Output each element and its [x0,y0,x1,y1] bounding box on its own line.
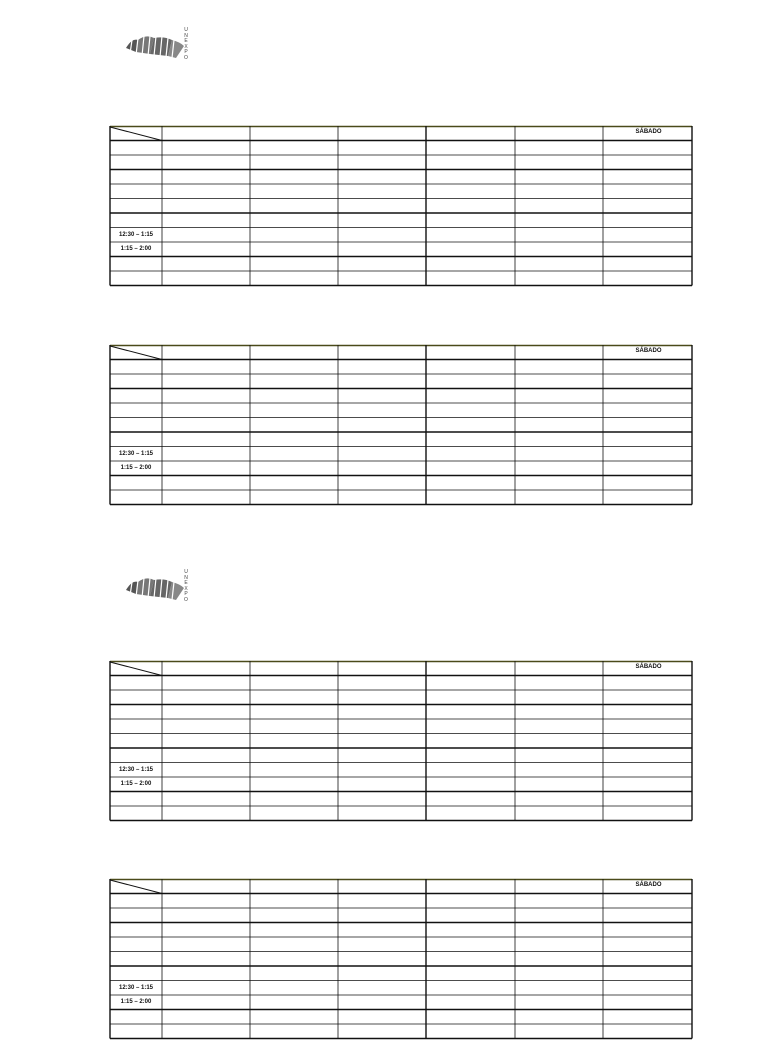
table-grid [110,661,693,823]
time-label-2: 1:15 – 2:00 [120,781,152,787]
logo-text: UNEXPO [184,569,188,603]
sabado-header: SÁBADO [635,664,662,670]
time-label-2: 1:15 – 2:00 [120,246,152,252]
schedule-table-1 [110,126,693,288]
table-grid [110,879,693,1041]
time-label-1: 12:30 – 1:15 [118,767,154,773]
time-label-2: 1:15 – 2:00 [120,465,152,471]
schedule-table-2 [110,345,693,507]
schedule-table-4 [110,879,693,1041]
time-label-1: 12:30 – 1:15 [118,451,154,457]
table-grid [110,126,693,288]
corner-diagonal [110,127,162,141]
corner-diagonal [110,662,162,676]
logo-text: UNEXPO [184,27,188,61]
sabado-header: SÁBADO [635,882,662,888]
table-grid [110,345,693,507]
sabado-header: SÁBADO [635,129,662,135]
corner-diagonal [110,346,162,360]
schedule-table-3 [110,661,693,823]
sabado-header: SÁBADO [635,348,662,354]
corner-diagonal [110,880,162,894]
time-label-2: 1:15 – 2:00 [120,999,152,1005]
time-label-1: 12:30 – 1:15 [118,232,154,238]
time-label-1: 12:30 – 1:15 [118,985,154,991]
